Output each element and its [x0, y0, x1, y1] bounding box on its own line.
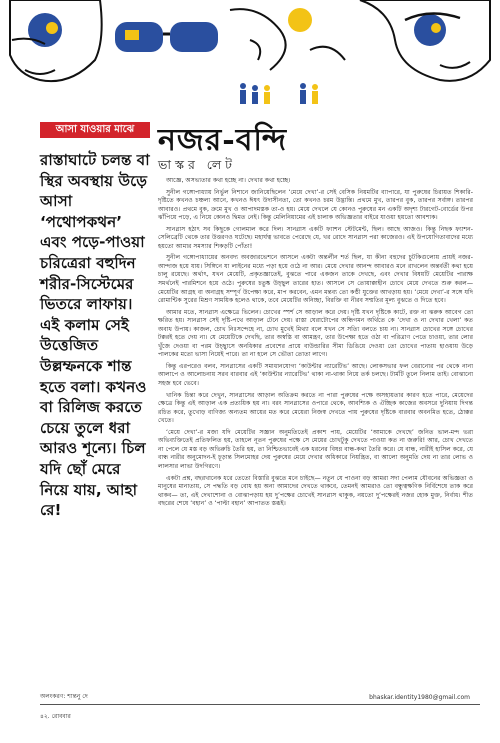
paragraph: ‘মেয়ে দেখা’-র মজা যদি মেয়েটির সজ্ঞান অনুমতিতেই প্রকাশ পায়, মেয়েটির ‘আমাকে দেখছে’ জনিত ভাল-মন্দ ভরা অভিব্যক্তিতেই প্রতিফলিত হয়, তাহলে নূতন পুরুষের পক্ষে সে মেয়ের চোখটুকু দেখতে পাওয়া কত না জরুরি! আর, চোখ দেখতে না পেলে যে মস্ত বড় অভিরুচি তৈরি হয়, তা নিশ্চিতভাবেই এক ধরনের বিষণ্ণ বান্ধ-কথা তৈরি করে। যে বান্ধ, নারীই হাসিল করে, যে বান্ধ নারীর অনুমোদন-ই চূড়ান্ত সিলমোহর দেয় পুরুষের মেয়ে দেখার অধিকারে নিয়ন্ত্রিত, বা আলো অনুমতি দেয় না তার লোভ ও লালসার লাভা উদগিরণে। [158, 428, 473, 470]
paragraph: খানিক চিন্তা করে দেখুন, সানগ্লাসের আড়াল অতিক্রম করতে না পারা পুরুষের পক্ষে অসহায়তার কারণ হতে পারে, মেয়েদের ক্ষেত্রে কিন্তু এই আড়াল এক প্রত্যয়িক হয় না। বরং সানগ্লাসের ওপারে থেকে, আবশ্যিক ও ঐচ্ছিক কাজের অবসরে দুনিয়ায় দিগন্ত রচিত করে, তুখোড় বাণিজ্য অন্যতম আয়ের মত করে মেয়েরা নিজস্ব দেখতে পায় পুরুষের দৃষ্টিকে বারবার অবনমিত হতে, ঠোক্কর খেতে। [158, 391, 473, 425]
paragraph: সুনীল গঙ্গোপাধ্যায় নির্ভুল নিশানে জানিয়েছিলেন ‘মেয়ে দেখা’-র সেই বেসিক নিয়মটির ব্যাপারে, যা পুরুষের চিরায়ত শিকারি-দৃষ্টিতে কখনও চঞ্চল্য আনে, কখনও ঈষৎ উদাসীনতা, তো কখনও চরম উদ্ভ্রান্তি। প্রথমে মুখ, তারপর বুক, তারপর সর্বাঙ্গ। তারপর আবারও। প্রথমে বুক, ক্রমে মুখ ও আপাদমস্তক তা-ও হয়। মেয়ে দেখলে যে কোনও পুরুষের মন একটি অদৃশ্য টারগেট-বোর্ডের উপর ঝাঁপিয়ে পড়ে, এ নিয়ে কোনও দ্বিমত নেই। কিন্তু মেলিনিয়ামের এই চালাক অভিজ্ঞতার বাইরে যাওয়া হয়তো আবশ্যক। [158, 188, 473, 222]
author-email[interactable]: bhaskar.identity1980@gmail.com [369, 694, 470, 701]
headline: নজর-বন্দি [158, 123, 288, 158]
paragraph: আজ্ঞে, অসভ্যতার কথা হচ্ছে না। দেখার কথা হচ্ছে। [166, 177, 291, 184]
paragraph: একটা প্রশ্ন, বছরখানেক ধরে তেতো বিস্তারি বুঝতে মনে চাইছে— নতুন যে পাওনা বড় আমরা সদা পেলাম যৌবনের অভিজ্ঞতা ও মানুষের মানাতায়, সে পদ্ধতি বড় বোধ হয় অন্য আমাদের দেখতে থাকবে, তেমনই আমরাও তো বন্ধুত্বক্ষণিক নির্বিশেষে তাক করে থাকব— তা, এই দেখাশোনা ও বোঝাপড়ায় হয় দু’পক্ষের চোখেই সানগ্লাস থাকুক, নয়তো দু’পক্ষেরই নজর হোক মুক্ত, নির্বাধ। শীত বছরের শেষে ‘বহান’ ও ‘পাল্টা বহান’ আপাতত স্তব্ধই। [158, 474, 473, 508]
paragraph: সানগ্লাস হঠাৎ সব কিছুকে গোলমাল করে দিল। সানগ্লাস একটি ফ্যাশন স্টেটমেন্ট, ছিল। আছে আজও। কিন্তু নিছক ফ্যাশন-সেলিব্রেটি থেকে তার উত্তরণও ঘটেছে। মহার্ঘত্ব ভাবতে পেরেছে যে, খর রোদে সানগ্লাস পরা কাজেরও। এই উপযোগিতাবাদের মধ্যে হয়তো আমার সমস্যার শিকড়টি পোঁতা! [158, 225, 473, 250]
paragraph: আমার মতে, সানগ্লাস এক্ষেত্রে ভিলেন। চোখের স্পর্শ সে আড়াল করে দেয়। দৃষ্টি যখন দৃষ্টিকে কাটে, রক্ত না ঝরুক আবেগ তো ক্ষরিত হয়। সানগ্লাস সেই দৃষ্টি-পথে আড়াল টেনে দেয়। রাস্তা ঘেরাটোপের অন্ধিগমন অর্থিতে কে ‘দেখা ও না দেখার খেলা’ কত অবাধ উপায়। কাজল, চোখ নিঃসন্দেহে না, চোখ মুখেই মিথ্যা বলে যখন সে সত্যি বলতে চায় না। সানগ্লাস চোখের সঙ্গে চোখের টক্করই হতে দেয় না। যে মেয়েটিকে দেখছি, তার অস্বস্তি বা আমন্ত্রণ, তার উপেক্ষা হতে ওঠা বা পরিত্রাণ পেতে চাওয়া, তার লোর খুঁজে দেওয়া বা পরম উচ্ছ্বাসে অনধিকার প্রবেশের প্রায়ে বাউন্ডারির সীমা ডিঙিয়ে দেওয়া তো চোখের পাতায় হাওয়ায় উড়ে পালকের মতো ভাসা নিয়েই পারে। তা না হলে সে ভৌতা তোতা লাগে। [158, 308, 473, 359]
header-illustration [0, 0, 500, 120]
footer-divider [40, 704, 480, 705]
author-byline: ভাস্কর লেট [158, 157, 236, 172]
article-body [158, 177, 473, 512]
page-folio: ৪২. রোববার [40, 713, 71, 720]
paragraph: কিন্তু এরপরেও বলব, সানগ্লাসের একটি সমাধানযোগ্য ‘কাউন্টার ন্যারেটিভ’ আছে। লোকসভার ফল বেরানোর পর থেকে নানা আলাপে ও আলোচনায় সরব বারবার এই ‘কাউন্টার ন্যারেটিভ’ থাকা না-থাকা নিয়ে তর্ক চলছে। টার্মটি তুলে নিলাম তাই। বোঝানো সহজ হবে ভেবে। [158, 362, 473, 388]
paragraph: সুনীল গঙ্গোপাধ্যায়ের অনবদ্য অবজারভেশনে আসলে একটা অন্তর্লীন শর্ত ছিল, যা কীনা বহুদের চুটকিগুলোয় প্রায়ই নজর-আন্দাজ হয়ে যায়। সিঙ্গিনে যা লাইনের মধ্যে পড়া হয়ে ওঠে না আর। মেয়ে দেখার আনন্দ আবারও মনে রাখলেন অন্তর্বর্তী কথা হয়ে চালু রয়েছে। অর্থাৎ, যখন মেয়েটি, প্রকৃতজ্ঞাতেই, বুঝতে পারে একজন তাকে দেখছে, এবং দেখার বিষয়টি মেয়েটির পারাক্ষ সমর্থনেই পারমিশনে হয়ে ওঠে। পুরুষের চতুষ্ক উচ্ছ্বল তারের হাত। আসলে সে তোয়াক্কাহীন চোখে মেয়ে দেখতে শুরু করল— মেয়েটির আগ্রহ বা অনাগ্রহ সম্পূর্ণ উপেক্ষা করে, মাপ করবেন, এমন মন্তব্য তো কণ্ঠী যুক্তের আখড়ায় হয়। ‘মেয়ে দেখা’-র সঙ্গে যদি রোমান্টিক সুরের মিশ্রণ সাময়িক হলেও থাকে, তবে মেয়েটির অনিচ্ছা, বিরক্তি বা নীরব সম্মতির মূল্য বুঝতে ও দিতে হবে। [158, 254, 473, 305]
section-tag: আসা যাওয়ার মাঝে [40, 122, 150, 138]
illustration-credit: অলংকরণ: শান্তনু দে [40, 693, 88, 700]
pull-quote: রাস্তাঘাটে চলন্ত বা স্থির অবস্থায় উড়ে আসা ‘পথোপকথন’ এবং পড়ে-পাওয়া চরিত্রেরা বহুদিন শরীর-সিস্টেমের ভিতরে লাফায়। এই কলাম সেই উত্তেজিত উল্লম্ফনকে শান্ত হতে বলা। কখনও বা রিলিজ করতে চেয়ে তুলে ধরা আরও শূন্যে। চিল যদি ছোঁ মেরে নিয়ে যায়, আহা রে! [40, 151, 150, 520]
